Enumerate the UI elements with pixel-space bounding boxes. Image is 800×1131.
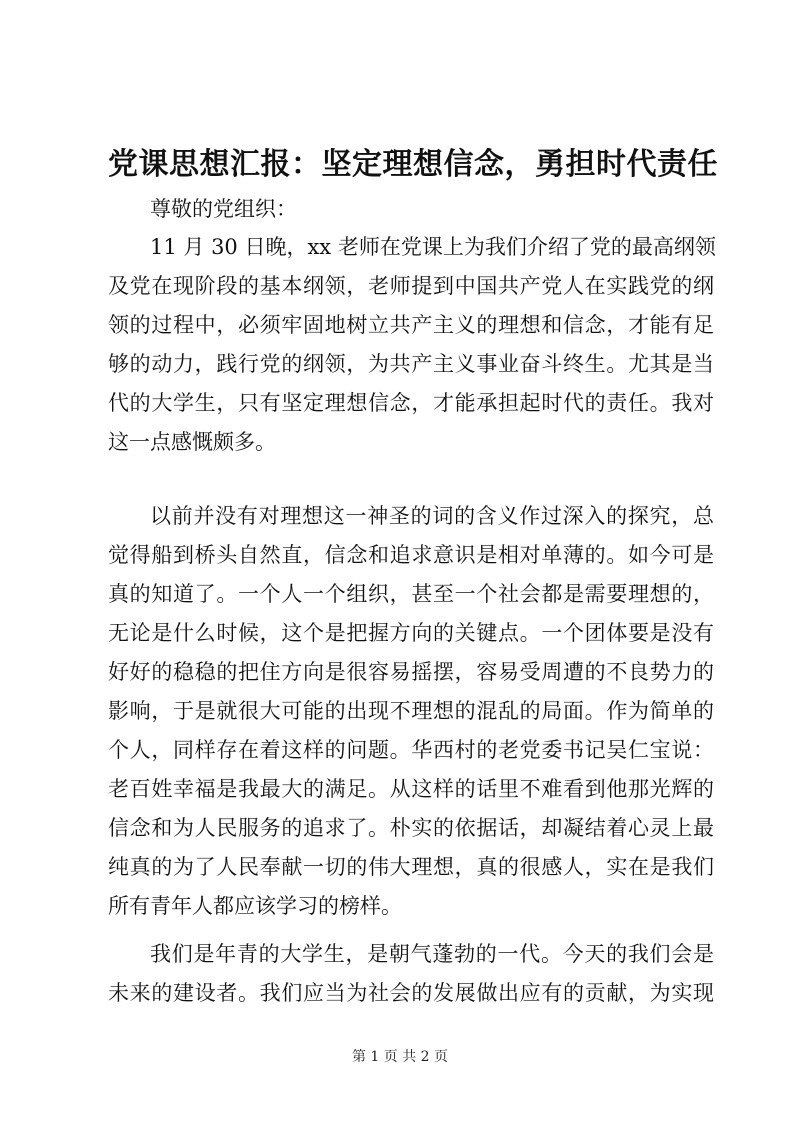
paragraph-line: 纯真的为了人民奉献一切的伟大理想，真的很感人，实在是我们: [108, 855, 714, 879]
paragraph-line: 信念和为人民服务的追求了。朴实的依据话，却凝结着心灵上最: [108, 816, 714, 840]
paragraph-line: 无论是什么时候，这个是把握方向的关键点。一个团体要是没有: [108, 621, 714, 645]
paragraph-line: 所有青年人都应该学习的榜样。: [108, 894, 402, 918]
paragraph-line: 未来的建设者。我们应当为社会的发展做出应有的贡献，为实现: [108, 981, 714, 1005]
paragraph-line: 真的知道了。一个人一个组织，甚至一个社会都是需要理想的，: [108, 582, 714, 606]
paragraph-3: [108, 935, 714, 1013]
paragraph-line: 好好的稳稳的把住方向是很容易摇摆，容易受周遭的不良势力的: [108, 660, 714, 684]
paragraph-line: 领的过程中，必须牢固地树立共产主义的理想和信念，才能有足: [108, 313, 714, 337]
paragraph-line: 11 月 30 日晚，xx 老师在党课上为我们介绍了党的最高纲领: [150, 235, 716, 259]
paragraph-line: 够的动力，践行党的纲领，为共产主义事业奋斗终生。尤其是当: [108, 352, 714, 376]
paragraph-line: 老百姓幸福是我最大的满足。从这样的话里不难看到他那光辉的: [108, 777, 714, 801]
paragraph-line: 这一点感慨颇多。: [108, 430, 276, 454]
paragraph-line: 影响，于是就很大可能的出现不理想的混乱的局面。作为简单的: [108, 699, 714, 723]
paragraph-1: [108, 228, 714, 462]
paragraph-line: 代的大学生，只有坚定理想信念，才能承担起时代的责任。我对: [108, 391, 714, 415]
document-title: 党课思想汇报：坚定理想信念，勇担时代责任: [108, 147, 718, 182]
paragraph-line: 我们是年青的大学生，是朝气蓬勃的一代。今天的我们会是: [150, 942, 714, 966]
paragraph-line: 觉得船到桥头自然直，信念和追求意识是相对单薄的。如今可是: [108, 543, 714, 567]
paragraph-line: 个人，同样存在着这样的问题。华西村的老党委书记吴仁宝说：: [108, 738, 714, 762]
paragraph-2: [108, 497, 714, 926]
salutation: 尊敬的党组织：: [150, 197, 297, 221]
paragraph-line: 以前并没有对理想这一神圣的词的含义作过深入的探究，总: [150, 504, 714, 528]
page-number-footer: 第 1 页 共 2 页: [351, 1049, 449, 1065]
paragraph-line: 及党在现阶段的基本纲领，老师提到中国共产党人在实践党的纲: [108, 274, 714, 298]
